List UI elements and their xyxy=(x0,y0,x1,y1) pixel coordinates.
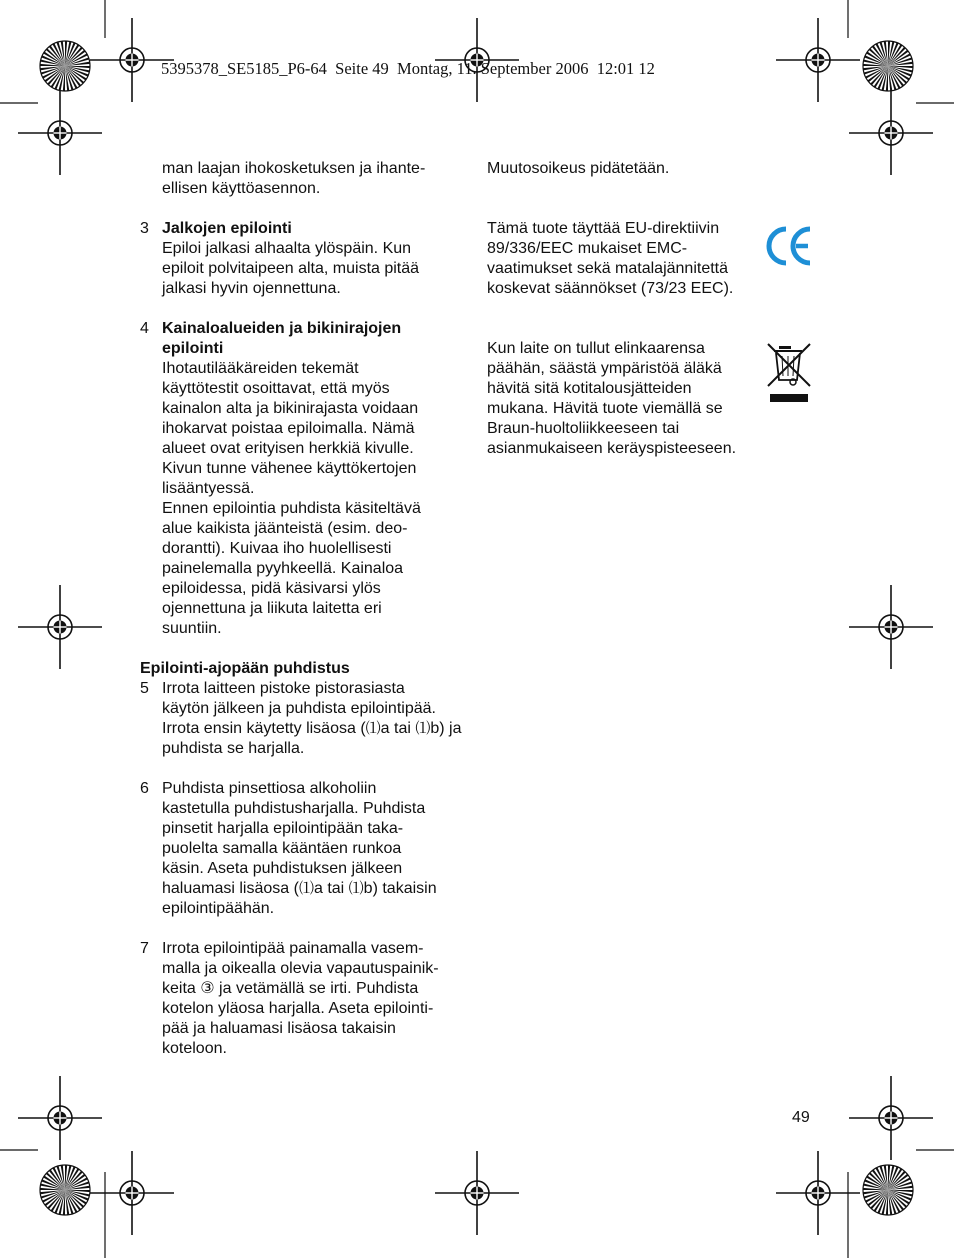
ce-mark-icon xyxy=(766,225,814,267)
step-5: 5 Irrota laitteen pistoke pistorasiasta käytön jälkeen ja puhdista epilointipää. Irrota ensin käytetty lisäosa (⑴a tai ⑴b) ja puhdista se harjalla. xyxy=(140,680,462,757)
step-4: 4 Kainaloalueiden ja bikinirajojen epilointi Ihotautilääkäreiden tekemät käyttötestit osoittavat, että myös kainalon alta ja bikinirajasta voidaan ihokarvat poistaa epiloimalla. Nämä alueet ovat erityisen herkkiä kivulle. Kivun tunne vähenee käyttökertojen lisääntyessä. Ennen epilointia puhdista käsiteltävä alue kaikista jäänteistä (esim. deo- dorantti). Kuivaa iho huolellisesti painelemalla pyyhkeellä. Kainaloa epiloidessa, pidä käsivarsi ylös ojennettuna ja liikuta laitetta eri suuntiin. xyxy=(140,320,421,637)
part-1b-symbol: ⑴ xyxy=(415,720,431,737)
part-1a-symbol: ⑴ xyxy=(365,720,381,737)
step-number: 6 xyxy=(140,780,149,797)
step-6: 6 Puhdista pinsettiosa alkoholiin kastetulla puhdistusharjalla. Puhdista pinsetit harjalla epilointipään taka- puolelta samalla kääntäen runkoa käsin. Aseta puhdistuksen jälkeen haluamasi lisäosa (⑴a tai ⑴b) takaisin epilointipäähän. xyxy=(140,780,437,917)
step-number: 7 xyxy=(140,940,149,957)
right-column xyxy=(487,159,767,459)
step-title: Jalkojen epilointi xyxy=(162,220,292,237)
crossed-bin-icon xyxy=(766,342,812,406)
registration-mark-icon xyxy=(18,585,102,669)
part-3-symbol: ③ xyxy=(200,980,215,997)
registration-mark-icon xyxy=(18,1076,102,1160)
starburst-target-icon xyxy=(863,1165,913,1215)
cleaning-heading: Epilointi-ajopään puhdistus xyxy=(140,660,350,677)
starburst-target-icon xyxy=(863,41,913,91)
registration-mark-icon xyxy=(435,1151,519,1235)
registration-mark-icon xyxy=(849,585,933,669)
intro-text: man laajan ihokosketuksen ja ihante- ellisen käyttöasennon. xyxy=(162,160,426,197)
step-number: 4 xyxy=(140,320,149,337)
step-number: 5 xyxy=(140,680,149,697)
starburst-target-icon xyxy=(40,1165,90,1215)
step-number: 3 xyxy=(140,220,149,237)
part-1a-symbol: ⑴ xyxy=(298,880,314,897)
step-3: 3 Jalkojen epilointi Epiloi jalkasi alhaalta ylöspäin. Kun epiloit polvitaipeen alta, muista pitää jalkasi hyvin ojennettuna. xyxy=(140,220,420,297)
left-column xyxy=(140,159,470,1059)
slug-line: 5395378_SE5185_P6-64 Seite 49 Montag, 11. September 2006 12:01 12 xyxy=(161,59,655,78)
page-number: 49 xyxy=(792,1109,810,1126)
step-7: 7 Irrota epilointipää painamalla vasem- malla ja oikealla olevia vapautuspainik- keita ③ ja vetämällä se irti. Puhdista kotelon yläosa harjalla. Aseta epilointi- pää ja haluamasi lisäosa takaisin koteloon. xyxy=(140,940,439,1057)
part-1b-symbol: ⑴ xyxy=(348,880,364,897)
reservation-text: Muutosoikeus pidätetään. xyxy=(487,160,670,177)
registration-mark-icon xyxy=(90,1151,174,1235)
disposal-text: Kun laite on tullut elinkaarensa päähän, säästä ympäristöä äläkä hävitä sitä kotitalousjätteiden mukana. Hävitä tuote viemällä se Braun-huoltoliikkeeseen tai asianmukaiseen keräyspisteeseen. xyxy=(487,340,737,457)
eu-compliance-text: Tämä tuote täyttää EU-direktiivin 89/336/EEC mukaiset EMC- vaatimukset sekä matalajännitettä koskevat säännökset (73/23 EEC). xyxy=(487,220,734,297)
starburst-target-icon xyxy=(40,41,90,91)
step-title: Kainaloalueiden ja bikinirajojen xyxy=(162,320,402,337)
registration-mark-icon xyxy=(849,1076,933,1160)
